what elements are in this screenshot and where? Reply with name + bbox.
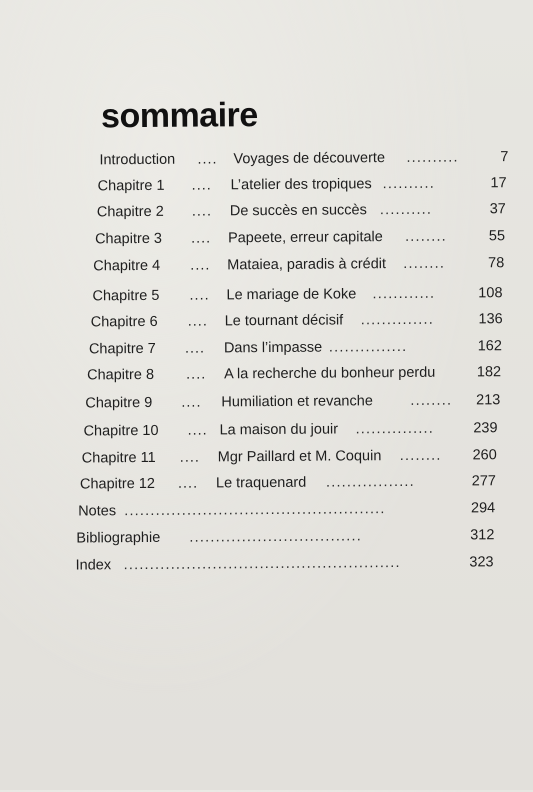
toc-entry-separator: .... bbox=[186, 366, 207, 383]
toc-entry-page: 162 bbox=[477, 338, 502, 355]
toc-entry-label: Chapitre 4 bbox=[93, 257, 161, 275]
toc-entry-page: 294 bbox=[470, 500, 496, 517]
toc-entry-title: La maison du jouir bbox=[219, 421, 339, 439]
toc-entry-chapitre-6 bbox=[91, 308, 503, 333]
toc-entry-separator: .... bbox=[191, 177, 212, 194]
toc-entry-chapitre-9 bbox=[85, 389, 500, 414]
toc-entry-title: Dans l’impasse bbox=[223, 339, 323, 357]
toc-entry-separator: .... bbox=[189, 287, 210, 304]
toc-entry-chapitre-7 bbox=[89, 335, 502, 360]
toc-entry-title: Voyages de découverte bbox=[233, 150, 386, 168]
toc-entry-chapitre-2 bbox=[97, 198, 506, 223]
toc-entry-separator: .... bbox=[197, 151, 218, 168]
toc-entry-leader: ............ bbox=[372, 285, 436, 303]
toc-entry-chapitre-4 bbox=[93, 252, 504, 277]
page-title: sommaire bbox=[100, 96, 258, 136]
toc-entry-label: Chapitre 5 bbox=[92, 287, 160, 305]
toc-entry-separator: .... bbox=[184, 340, 206, 357]
toc-entry-separator: .... bbox=[181, 394, 202, 411]
toc-entry-leader: ..................................................... bbox=[123, 554, 401, 574]
toc-entry-label: Chapitre 9 bbox=[85, 394, 153, 412]
toc-entry-leader: .......... bbox=[406, 149, 459, 166]
toc-entry-leader: .............. bbox=[360, 311, 434, 329]
toc-entry-chapitre-5 bbox=[92, 282, 502, 307]
toc-entry-leader: ................. bbox=[325, 473, 415, 491]
toc-entry-page: 323 bbox=[469, 554, 494, 571]
toc-entry-label: Notes bbox=[78, 503, 117, 520]
toc-entry-label: Chapitre 8 bbox=[87, 366, 155, 384]
toc-entry-separator: .... bbox=[187, 313, 208, 330]
toc-entry-chapitre-8 bbox=[87, 361, 501, 386]
toc-entry-title: L’atelier des tropiques bbox=[230, 176, 372, 194]
toc-entry-leader: ........ bbox=[404, 228, 447, 245]
toc-entry-label: Chapitre 6 bbox=[90, 313, 158, 331]
toc-entry-leader: ............... bbox=[355, 420, 435, 438]
toc-entry-separator: .... bbox=[190, 257, 211, 274]
toc-entry-label: Chapitre 10 bbox=[83, 422, 159, 440]
toc-entry-leader: .................................................. bbox=[124, 501, 386, 520]
toc-entry-label: Chapitre 1 bbox=[97, 177, 165, 195]
toc-entry-leader: ................................. bbox=[189, 528, 362, 546]
toc-entry-chapitre-10 bbox=[83, 417, 497, 442]
toc-entry-label: Chapitre 11 bbox=[81, 449, 156, 467]
toc-entry-page: 108 bbox=[478, 285, 503, 302]
toc-entry-leader: .......... bbox=[379, 201, 433, 219]
toc-entry-chapitre-1 bbox=[98, 172, 507, 197]
toc-entry-leader: ........ bbox=[403, 255, 446, 272]
toc-entry-separator: .... bbox=[179, 449, 200, 466]
toc-entry-label: Bibliographie bbox=[76, 529, 161, 547]
toc-entry-page: 260 bbox=[472, 447, 497, 464]
toc-entry-separator: .... bbox=[187, 422, 208, 439]
toc-entry-leader: ........ bbox=[399, 447, 442, 464]
toc-entry-bibliographie bbox=[76, 524, 494, 549]
toc-entry-label: Index bbox=[75, 557, 112, 574]
toc-entry-page: 213 bbox=[476, 392, 501, 409]
toc-entry-label: Chapitre 2 bbox=[96, 203, 164, 221]
toc-entry-index bbox=[76, 551, 494, 576]
toc-entry-page: 55 bbox=[488, 228, 506, 245]
toc-entry-chapitre-11 bbox=[82, 444, 497, 469]
toc-entry-page: 182 bbox=[476, 364, 502, 381]
toc-entry-title: De succès en succès bbox=[229, 202, 367, 220]
toc-entry-page: 136 bbox=[478, 311, 503, 328]
toc-entry-introduction bbox=[99, 146, 508, 171]
toc-entry-separator: .... bbox=[177, 475, 199, 492]
toc-entry-leader: ........ bbox=[410, 392, 453, 409]
toc-entry-title: Le mariage de Koke bbox=[226, 286, 357, 304]
toc-entry-leader: .......... bbox=[382, 175, 435, 193]
toc-entry-chapitre-12 bbox=[80, 470, 496, 495]
toc-entry-title: Papeete, erreur capitale bbox=[227, 229, 383, 247]
toc-entry-title: Mgr Paillard et M. Coquin bbox=[217, 448, 382, 466]
toc-entry-page: 7 bbox=[500, 149, 509, 166]
toc-entry-separator: .... bbox=[191, 203, 213, 220]
toc-entry-label: Chapitre 12 bbox=[79, 475, 156, 493]
toc-entry-title: Humiliation et revanche bbox=[221, 393, 373, 411]
toc-entry-label: Chapitre 3 bbox=[94, 230, 163, 248]
toc-entry-page: 312 bbox=[470, 527, 495, 544]
toc-entry-notes bbox=[78, 497, 495, 522]
toc-entry-separator: .... bbox=[190, 230, 212, 247]
toc-entry-page: 37 bbox=[489, 201, 506, 218]
toc-entry-leader: ............... bbox=[328, 338, 408, 356]
toc-entry-page: 78 bbox=[488, 255, 505, 272]
toc-entry-title: Mataiea, paradis à crédit bbox=[227, 256, 387, 274]
toc-entry-label: Chapitre 7 bbox=[88, 340, 156, 358]
toc-entry-title: Le traquenard bbox=[215, 474, 307, 492]
toc-entry-label: Introduction bbox=[99, 151, 176, 169]
toc-entry-chapitre-3 bbox=[95, 225, 505, 250]
toc-entry-page: 239 bbox=[473, 420, 498, 437]
toc-entry-page: 17 bbox=[490, 175, 507, 192]
toc-entry-title: A la recherche du bonheur perdu bbox=[224, 364, 436, 383]
toc-entry-page: 277 bbox=[471, 473, 497, 490]
toc-entry-title: Le tournant décisif bbox=[224, 312, 344, 330]
